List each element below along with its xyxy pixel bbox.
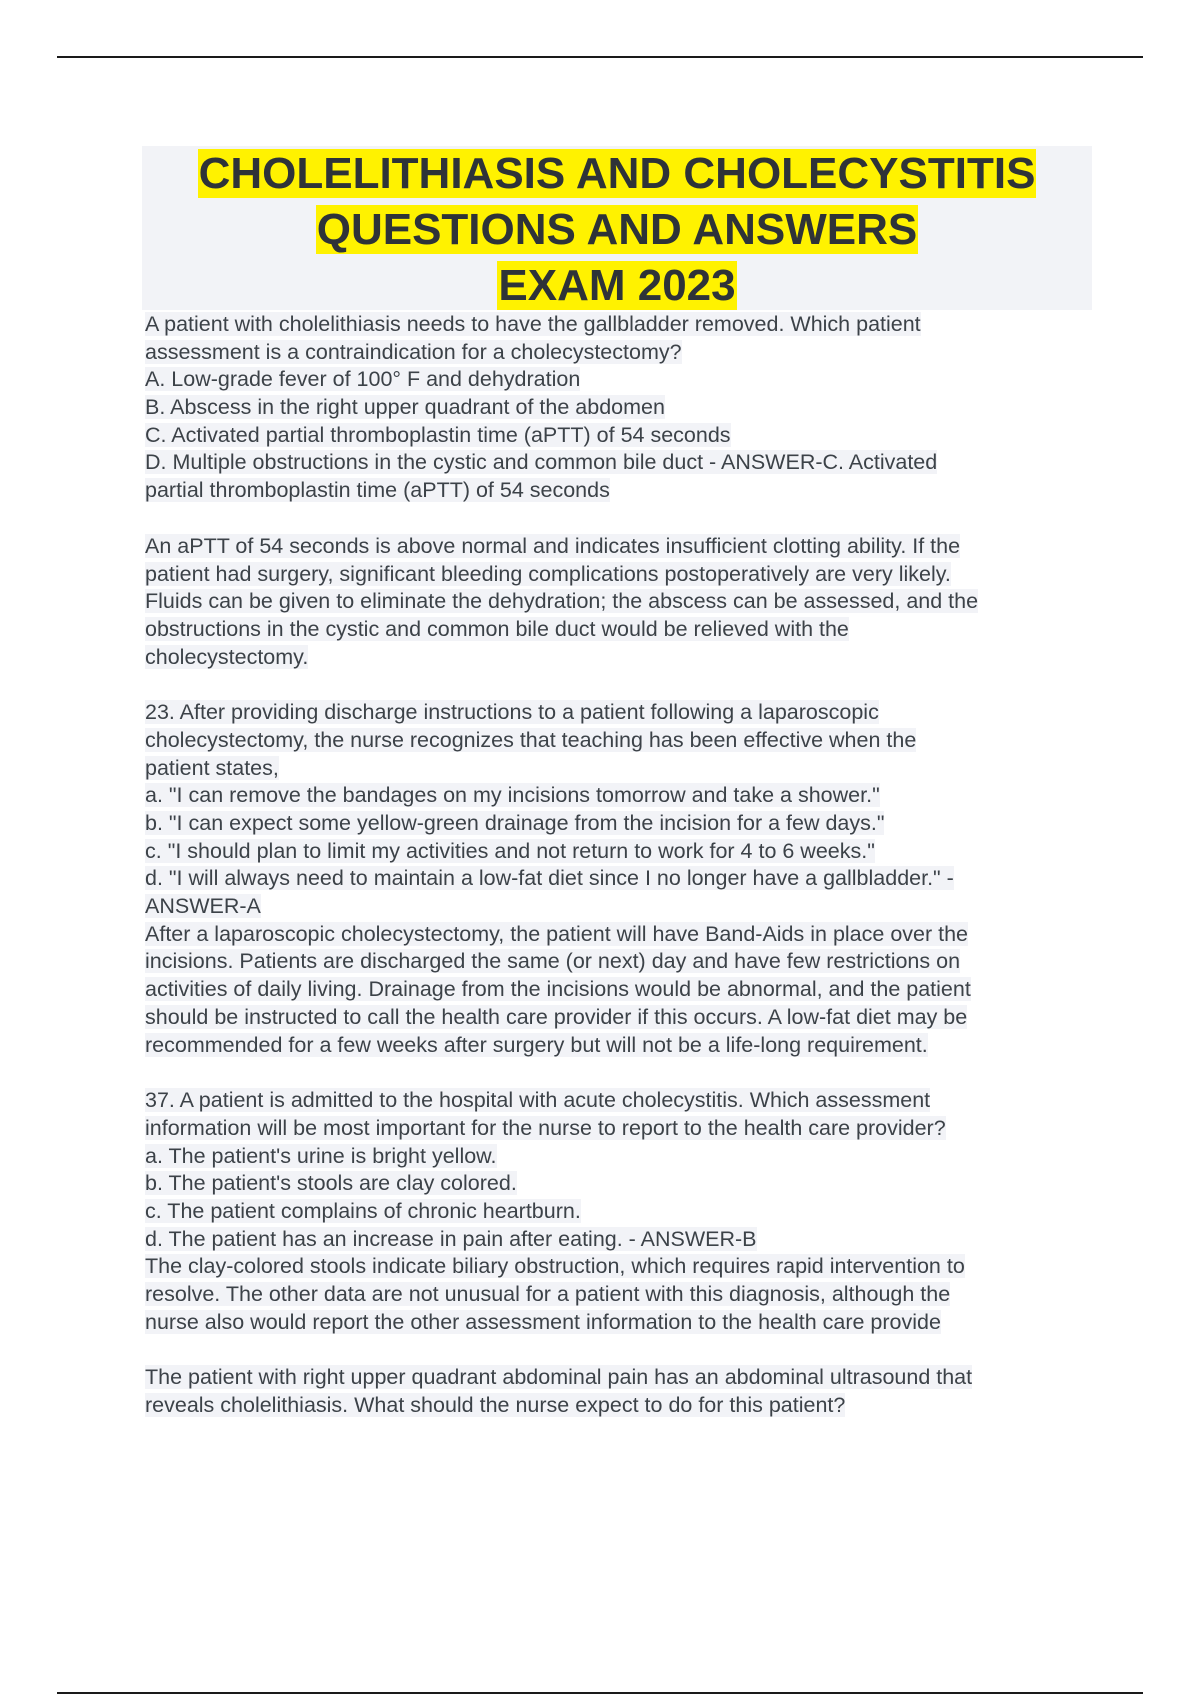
answer-option: a. "I can remove the bandages on my incisions tomorrow and take a shower." bbox=[145, 783, 880, 808]
text-line: patient had surgery, significant bleeding complications postoperatively are very likely. bbox=[145, 561, 951, 586]
title-line-1: CHOLELITHIASIS AND CHOLECYSTITIS bbox=[198, 149, 1036, 198]
text-line: should be instructed to call the health care provider if this occurs. A low-fat diet may be bbox=[145, 1004, 968, 1029]
question-ultrasound bbox=[145, 1364, 1085, 1419]
text-line: assessment is a contraindication for a cholecystectomy? bbox=[145, 339, 682, 364]
bottom-rule bbox=[57, 1692, 1143, 1694]
text-line: nurse also would report the other assessment information to the health care provide bbox=[145, 1309, 941, 1334]
text-line: reveals cholelithiasis. What should the nurse expect to do for this patient? bbox=[145, 1393, 846, 1418]
text-line: cholecystectomy. bbox=[145, 644, 309, 669]
answer-option: A. Low-grade fever of 100° F and dehydration bbox=[145, 367, 581, 392]
text-line: information will be most important for the nurse to report to the health care provider? bbox=[145, 1115, 946, 1140]
text-line: An aPTT of 54 seconds is above normal and indicates insufficient clotting ability. If the bbox=[145, 533, 961, 558]
answer-option: d. "I will always need to maintain a low-fat diet since I no longer have a gallbladder." - bbox=[145, 866, 954, 891]
text-line: cholecystectomy, the nurse recognizes that teaching has been effective when the bbox=[145, 727, 917, 752]
question-23 bbox=[145, 699, 1085, 1059]
text-line: After a laparoscopic cholecystectomy, the patient will have Band-Aids in place over the bbox=[145, 921, 969, 946]
text-line: The clay-colored stools indicate biliary obstruction, which requires rapid intervention to bbox=[145, 1254, 965, 1279]
document-title bbox=[142, 146, 1092, 310]
text-line: obstructions in the cystic and common bile duct would be relieved with the bbox=[145, 616, 849, 641]
question-contraindication bbox=[145, 311, 1085, 505]
text-line: Fluids can be given to eliminate the dehydration; the abscess can be assessed, and the bbox=[145, 589, 979, 614]
answer-option: a. The patient's urine is bright yellow. bbox=[145, 1143, 497, 1168]
answer-option: c. "I should plan to limit my activities and not return to work for 4 to 6 weeks." bbox=[145, 838, 875, 863]
text-line: patient states, bbox=[145, 755, 279, 780]
answer-option: b. The patient's stools are clay colored. bbox=[145, 1171, 517, 1196]
text-line: The patient with right upper quadrant abdominal pain has an abdominal ultrasound that bbox=[145, 1365, 973, 1390]
answer-key: ANSWER-A bbox=[145, 894, 261, 919]
text-line: recommended for a few weeks after surgery but will not be a life-long requirement. bbox=[145, 1032, 928, 1057]
answer-option: C. Activated partial thromboplastin time (aPTT) of 54 seconds bbox=[145, 422, 731, 447]
answer-option: c. The patient complains of chronic heartburn. bbox=[145, 1198, 581, 1223]
title-line-2: QUESTIONS AND ANSWERS bbox=[316, 205, 918, 254]
text-line: 23. After providing discharge instructions to a patient following a laparoscopic bbox=[145, 700, 879, 725]
top-rule bbox=[57, 56, 1143, 58]
answer-option: D. Multiple obstructions in the cystic and common bile duct - ANSWER-C. Activated bbox=[145, 450, 938, 475]
title-line-3: EXAM 2023 bbox=[498, 261, 736, 310]
answer-option: B. Abscess in the right upper quadrant of the abdomen bbox=[145, 395, 665, 420]
answer-option: d. The patient has an increase in pain after eating. - ANSWER-B bbox=[145, 1226, 757, 1251]
question-37 bbox=[145, 1087, 1085, 1336]
text-line: resolve. The other data are not unusual for a patient with this diagnosis, although the bbox=[145, 1282, 951, 1306]
text-line: A patient with cholelithiasis needs to have the gallbladder removed. Which patient bbox=[145, 312, 921, 336]
text-line: activities of daily living. Drainage from the incisions would be abnormal, and the patient bbox=[145, 977, 971, 1002]
text-line: incisions. Patients are discharged the same (or next) day and have few restrictions on bbox=[145, 949, 961, 974]
text-line: 37. A patient is admitted to the hospital with acute cholecystitis. Which assessment bbox=[145, 1088, 931, 1113]
document-body bbox=[145, 311, 1085, 1448]
answer-option: b. "I can expect some yellow-green drainage from the incision for a few days." bbox=[145, 811, 885, 835]
rationale-contraindication bbox=[145, 533, 1085, 671]
text-line: partial thromboplastin time (aPTT) of 54 seconds bbox=[145, 478, 610, 503]
